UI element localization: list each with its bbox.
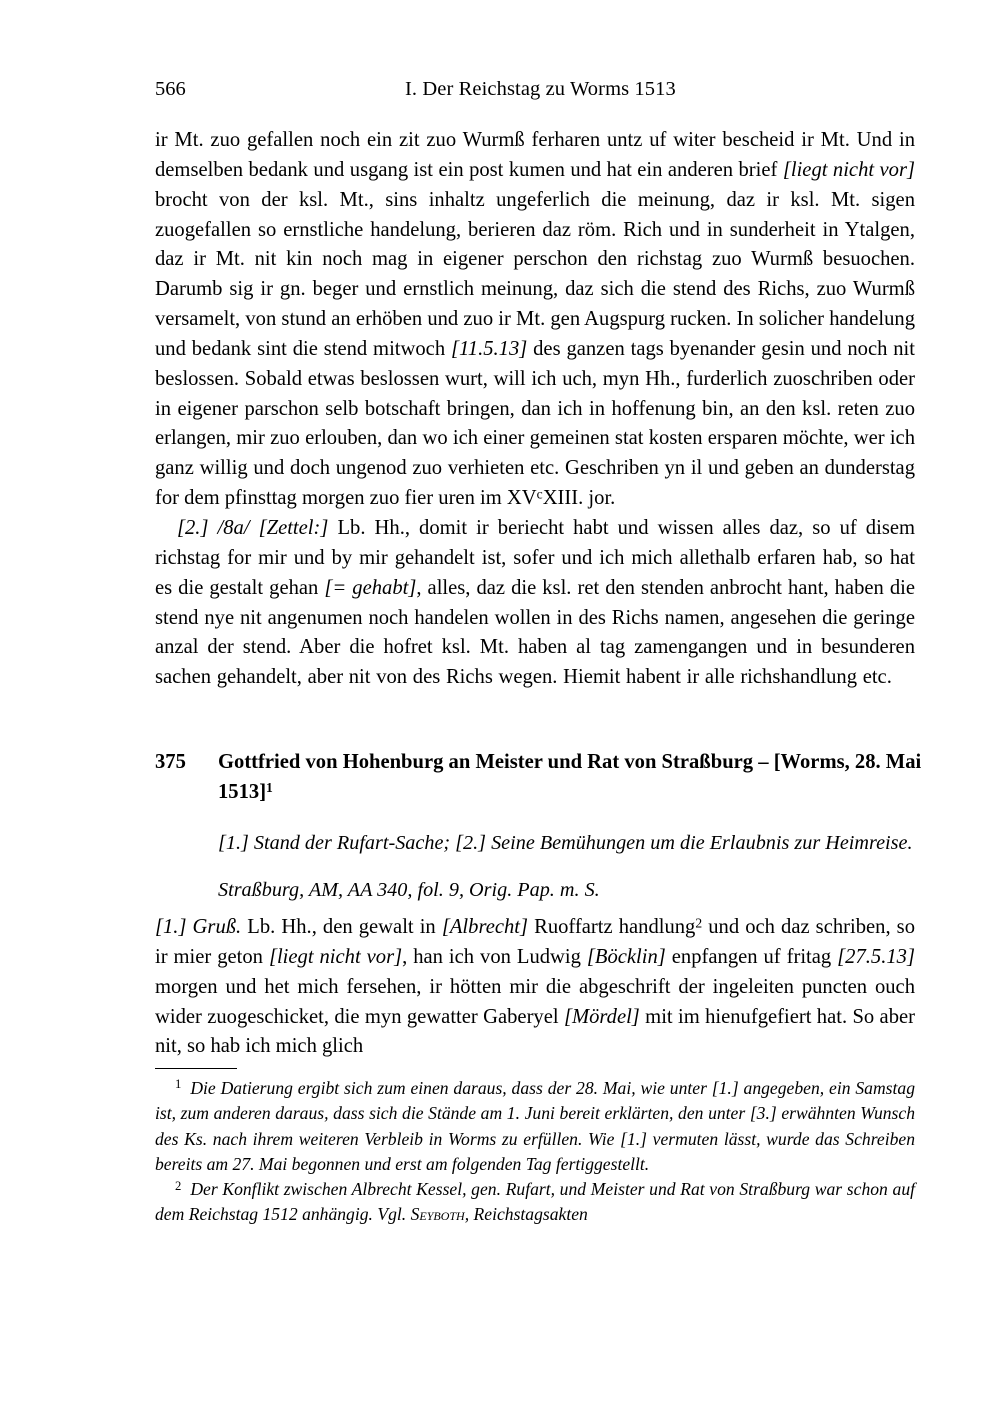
text-run: Lb. Hh., domit ir beriecht habt und wissen alles daz, so uf disem richstag for mir und by mir gehandelt ist, sofer und ich mich allethalb erfaren hab, so hat es die gestalt gehan	[155, 516, 915, 599]
body-paragraph-2	[155, 514, 915, 693]
footnote-area	[155, 1068, 915, 1228]
editorial-insertion: [1.] Gruß.	[155, 916, 242, 938]
footnote-marker: 2	[175, 1178, 182, 1193]
text-run: brocht von der ksl. Mt., sins inhaltz ungeferlich die meinung, daz ir ksl. Mt. sigen zuogefallen so ernstliche handelung, berieren daz röm. Rich und in sunderheit in Ytalgen, daz ir Mt. nit kin noch mag in eigener perschon den richstag zuo Wurmß besuochen. Darumb sig ir gn. beger und ernstlich meinung, daz sich die stend des Richs, zuo Wurmß versamelt, von stund an erhöben und zuo ir Mt. gen Augspurg rucken. In solicher handelung und bedank sint die stend mitwoch	[155, 188, 915, 360]
editorial-insertion: [11.5.13]	[450, 337, 528, 360]
text-run: , alles, daz die ksl. ret den stenden anbrocht hant, haben die stend nye nit angenumen noch handelen wollen in des Richs namen, angesehen die geringe anzal der stend. Aber die hofret ksl. Mt. haben al tag zamengangen und in besunderen sachen gehandelt, aber nit von des Richs wegen. Hiemit habent ir alle richshandlung etc.	[155, 576, 915, 689]
section-title-text: Gottfried von Hohenburg an Meister und Rat von Straßburg – [Worms, 28. Mai 1513]	[218, 751, 922, 803]
footnote-separator-rule	[155, 1068, 237, 1069]
text-run: des ganzen tags byenander gesin und noch nit beslossen. Sobald etwas beslossen wurt, will ich uch, myn Hh., furderlich zuoschriben oder in eigener parschon selb botschaft bringen, dan ich in hoffenung bin, an den ksl. reten zuo erlangen, mir zuo erlouben, dan wo ich einer gemeinen stat kosten ersparen möchte, wer ich ganz willig und doch ungenod zuo verhieten etc. Geschriben yn il und geben an dunderstag for dem pfinsttag morgen zuo fier uren im XV	[155, 337, 915, 510]
section-title	[218, 748, 927, 807]
editorial-insertion: [= gehabt]	[324, 576, 417, 599]
letter-text-block	[155, 913, 915, 1062]
page-number: 566	[155, 78, 186, 100]
text-run: XIII. jor.	[542, 487, 616, 510]
author-name-smallcaps: Seyboth	[410, 1204, 465, 1225]
text-run: Ruoffartz handlung	[528, 916, 696, 938]
superscript-marker: 2	[695, 915, 703, 931]
text-run: und och daz schriben, so ir mier geton	[155, 916, 915, 968]
footnote-text-run: Der Konflikt zwischen Albrecht Kessel, gen. Rufart, und Meister und Rat von Straßburg war schon auf dem Reichstag 1512 anhängig. Vgl.	[155, 1179, 915, 1225]
editorial-insertion: [liegt nicht vor]	[268, 945, 403, 968]
running-head	[155, 74, 915, 104]
archival-source-line: Straßburg, AM, AA 340, fol. 9, Orig. Pap. m. S.	[218, 878, 600, 901]
footnote-2	[155, 1177, 915, 1228]
document-entry-375	[155, 748, 927, 905]
editorial-insertion: [2.] /8a/ [Zettel:]	[177, 516, 329, 539]
editorial-insertion: [liegt nicht vor]	[782, 158, 915, 181]
text-run: , han ich von Ludwig	[402, 945, 587, 968]
editorial-insertion: [Böcklin]	[586, 945, 666, 968]
editorial-insertion: [Mördel]	[563, 1005, 640, 1028]
text-run: ir Mt. zuo gefallen noch ein zit zuo Wurmß ferharen untz uf witer bescheid ir Mt. Und in demselben bedank und usgang ist ein post kumen und hat ein anderen brief	[155, 129, 915, 181]
running-title: I. Der Reichstag zu Worms 1513	[405, 78, 676, 100]
footnote-text-run: , Reichstagsakten	[464, 1204, 588, 1225]
section-heading	[155, 748, 927, 807]
letter-paragraph-1	[155, 913, 915, 1062]
section-number: 375	[155, 751, 186, 773]
text-run: Lb. Hh., den gewalt in	[241, 916, 442, 938]
superscript-marker: c	[536, 486, 543, 502]
text-run: enpfangen uf fritag	[665, 945, 838, 968]
text-run: mit im hienufgefiert hat. So aber nit, so hab ich mich glich	[155, 1005, 915, 1058]
regest-summary: [1.] Stand der Rufart-Sache; [2.] Seine Bemühungen um die Erlaubnis zur Heimreise.	[218, 832, 913, 854]
footnote-marker: 1	[175, 1077, 182, 1092]
editorial-insertion: [Albrecht]	[441, 916, 529, 938]
section-title-footnote-marker: 1	[266, 779, 273, 795]
footnote-1	[155, 1076, 915, 1177]
footnote-text-run: Die Datierung ergibt sich zum einen daraus, dass der 28. Mai, wie unter [1.] angegeben, ein Samstag ist, zum anderen daraus, dass sich die Stände am 1. Juni bereit erklärten, den unter [3.] erwähnten Wunsch des Ks. nach ihrem weiteren Verbleib in Worms zu erfüllen. Wie [1.] vermuten lässt, wurde das Schreiben bereits am 27. Mai begonnen und erst am folgenden Tag fertiggestellt.	[155, 1078, 915, 1174]
editorial-insertion: [27.5.13]	[837, 945, 915, 968]
main-text-block	[155, 126, 915, 693]
text-run: morgen und het mich fersehen, ir hötten mir die abgeschrift der ingeleiten puncten ouch wider zuogeschicket, die myn gewatter Gaberyel	[155, 975, 915, 1028]
body-paragraph-1	[155, 126, 915, 514]
